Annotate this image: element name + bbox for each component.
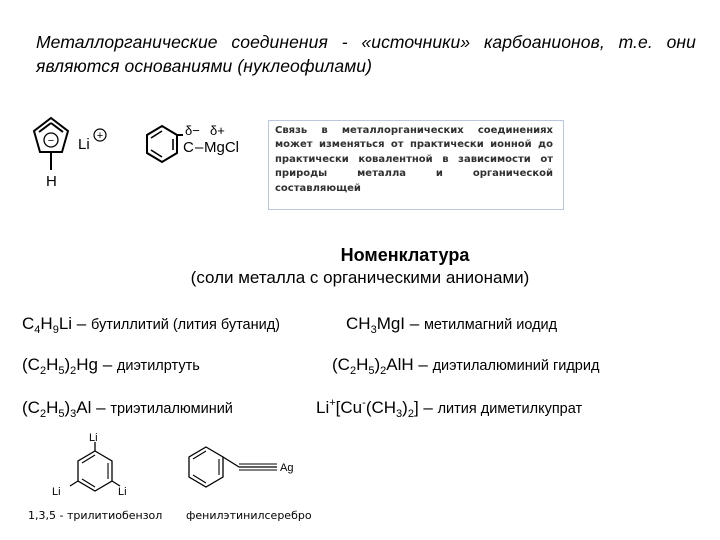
compound-diethylaluminum-hydride: $(C_2H_5)_2AlH$ – диэтилалюминий гидрид — [332, 355, 600, 377]
bond-note: Связь в металлорганических соединениях может изменяться от практически ионной до практически ковалентной в зависимости от природы металла и органической составляющей — [268, 120, 564, 210]
phenylethynyl-silver-structure — [182, 440, 312, 495]
compound-butyllithium: $C_4H_9Li$ – бутиллитий (лития бутанид) — [22, 314, 281, 336]
delta-minus: δ− — [185, 123, 200, 138]
compound-methylmagnesium-iodide: $CH_3MgI$ – метилмагний иодид — [346, 314, 558, 336]
trilithiobenzene-structure — [40, 428, 160, 508]
nomenclature-title: Номенклатура — [340, 245, 470, 265]
delta-plus: δ+ — [210, 123, 225, 138]
silver-label: Ag — [280, 462, 294, 474]
li-left: Li — [52, 486, 61, 498]
compound-diethylmercury: $(C_2H_5)_2Hg$ – диэтилртуть — [22, 355, 200, 377]
phenylmagnesium-chloride-structure — [140, 118, 270, 188]
cyclopentadienyl-lithium-structure — [22, 112, 132, 192]
plus-charge: + — [96, 130, 104, 142]
mgcl-text: MgCl — [204, 139, 240, 156]
mgcl-label: – — [195, 139, 204, 156]
nomenclature-subtitle: (соли металла с органическими анионами) — [190, 268, 530, 287]
intro-text: Металлорганические соединения - «источники» карбоанионов, т.е. они являются основаниями (нуклеофилами) — [36, 32, 696, 76]
phenylethynyl-silver-caption: фенилэтинилсеребро — [186, 509, 312, 522]
li-top: Li — [89, 432, 98, 444]
compound-lithium-dimethylcuprate: $Li^+[Cu^-(CH_3)_2]$ – лития диметилкупрат — [316, 397, 583, 420]
trilithiobenzene-caption: 1,3,5 - трилитиобензол — [28, 509, 163, 522]
minus-charge: − — [47, 135, 55, 147]
li-right: Li — [118, 486, 127, 498]
carbon-label: C — [183, 139, 194, 156]
compound-triethylaluminum: $(C_2H_5)_3Al$ – триэтилалюминий — [22, 398, 233, 420]
hydrogen-label: H — [46, 173, 57, 190]
lithium-label: Li — [78, 136, 90, 153]
